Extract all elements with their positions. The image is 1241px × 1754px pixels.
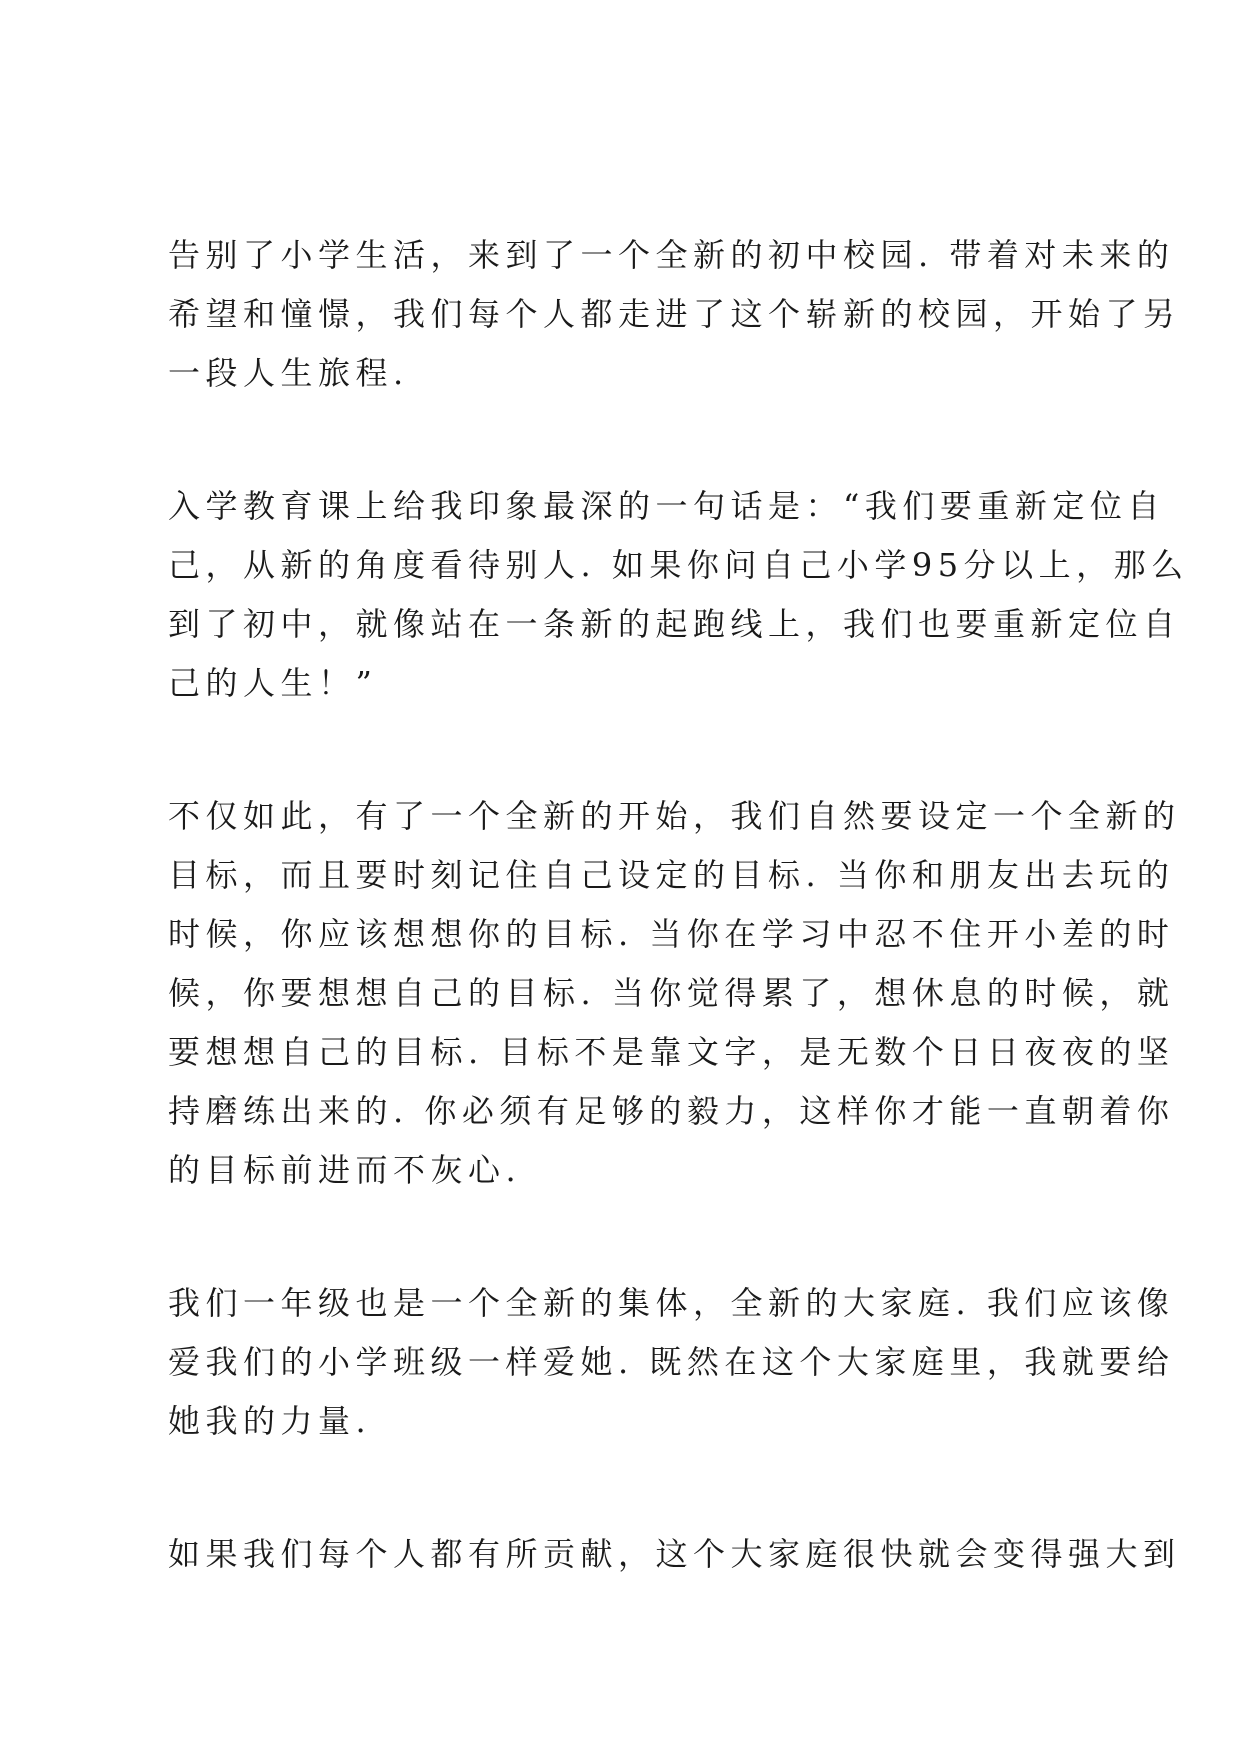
text-line: 希望和憧憬，我们每个人都走进了这个崭新的校园，开始了另 [168, 295, 1181, 333]
document-body [168, 226, 1189, 1658]
text-line: 要想想自己的目标. 目标不是靠文字，是无数个日日夜夜的坚 [168, 1033, 1175, 1071]
text-line: 的目标前进而不灰心. [168, 1151, 522, 1189]
paragraph-2 [168, 477, 1189, 713]
paragraph-1 [168, 226, 1181, 403]
text-line: 告别了小学生活，来到了一个全新的初中校园. 带着对未来的 [168, 236, 1175, 274]
text-line: 一段人生旅程. [168, 354, 409, 392]
text-line: 目标，而且要时刻记住自己设定的目标. 当你和朋友出去玩的 [168, 856, 1175, 894]
paragraph-5 [168, 1525, 1181, 1584]
text-line: 持磨练出来的. 你必须有足够的毅力，这样你才能一直朝着你 [168, 1092, 1175, 1130]
text-line: 己的人生！” [168, 664, 378, 702]
text-line: 爱我们的小学班级一样爱她. 既然在这个大家庭里，我就要给 [168, 1343, 1175, 1381]
text-line: 到了初中，就像站在一条新的起跑线上，我们也要重新定位自 [168, 605, 1181, 643]
text-line: 如果我们每个人都有所贡献，这个大家庭很快就会变得强大到 [168, 1535, 1181, 1573]
text-line: 己，从新的角度看待别人. 如果你问自己小学95分以上，那么 [168, 546, 1189, 584]
paragraph-3 [168, 787, 1181, 1200]
paragraph-4 [168, 1274, 1175, 1451]
text-line: 候，你要想想自己的目标. 当你觉得累了，想休息的时候，就 [168, 974, 1175, 1012]
text-line: 我们一年级也是一个全新的集体，全新的大家庭. 我们应该像 [168, 1284, 1175, 1322]
text-line: 她我的力量. [168, 1402, 372, 1440]
text-line: 时候，你应该想想你的目标. 当你在学习中忍不住开小差的时 [168, 915, 1175, 953]
text-line: 不仅如此，有了一个全新的开始，我们自然要设定一个全新的 [168, 797, 1181, 835]
text-line: 入学教育课上给我印象最深的一句话是：“我们要重新定位自 [168, 487, 1165, 525]
